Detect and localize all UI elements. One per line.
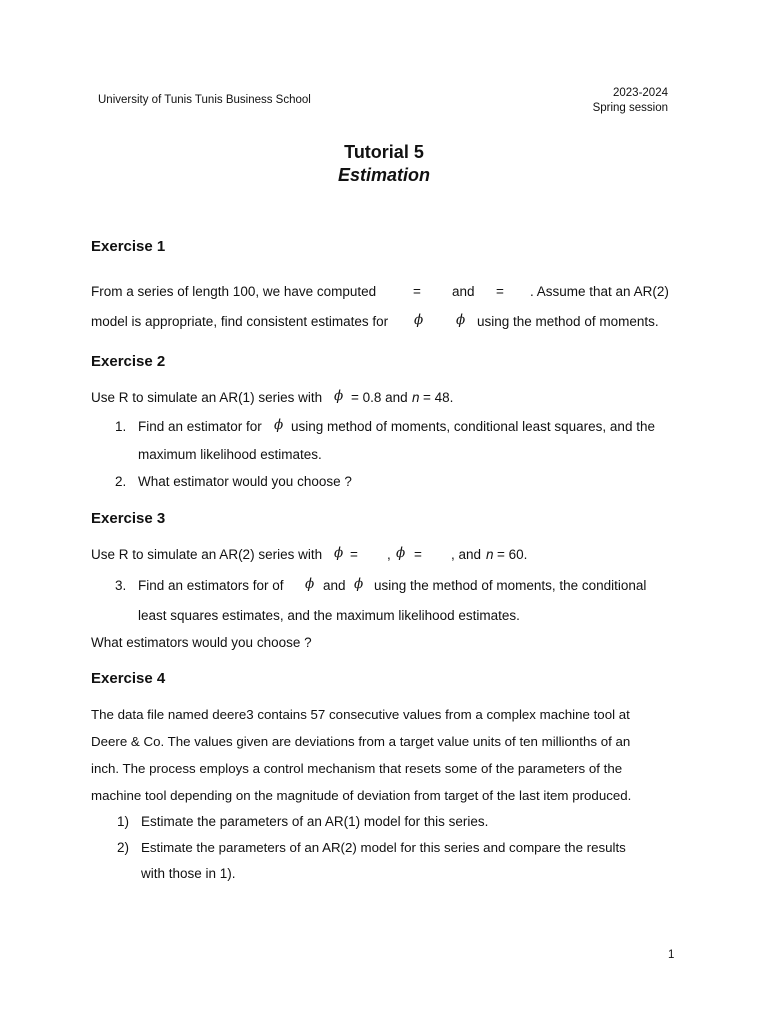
ex4-item1: Estimate the parameters of an AR(1) model for this series. [141, 814, 489, 829]
ex2-item1-c: maximum likelihood estimates. [138, 447, 322, 462]
comma: , [387, 547, 391, 562]
phi-symbol: ϕ [456, 312, 466, 328]
exercise-1-heading: Exercise 1 [91, 238, 166, 255]
ex1-text-b: . Assume that an AR(2) [530, 284, 669, 299]
equals-sign: = [414, 547, 422, 562]
equals-sign: = [350, 547, 358, 562]
phi-symbol: ϕ [396, 545, 406, 561]
ex1-text-d: using the method of moments. [477, 314, 659, 329]
ex4-paragraph-line: inch. The process employs a control mechanism that resets some of the parameters of the [91, 761, 623, 776]
exercise-2-heading: Exercise 2 [91, 353, 166, 370]
page-subtitle: Estimation [337, 165, 430, 185]
list-number: 1) [117, 814, 130, 829]
ex3-intro-b: , and [451, 547, 482, 562]
page-number: 1 [668, 949, 675, 961]
equals-sign: = [496, 284, 504, 299]
ex2-intro-c: = 48. [423, 390, 454, 405]
phi-symbol: ϕ [334, 545, 344, 561]
ex3-item3-b: using the method of moments, the conditional [374, 578, 647, 593]
phi-symbol: ϕ [334, 388, 344, 404]
phi-symbol: ϕ [305, 576, 315, 592]
list-number: 1. [115, 419, 127, 434]
list-number: 3. [115, 578, 127, 593]
ex1-and: and [452, 284, 475, 299]
page-title: Tutorial 5 [344, 142, 424, 162]
ex2-item1-a: Find an estimator for [138, 419, 262, 434]
ex3-intro-a: Use R to simulate an AR(2) series with [91, 547, 323, 562]
ex4-item2-a: Estimate the parameters of an AR(2) model for this series and compare the results [141, 840, 626, 855]
ex4-item2-b: with those in 1). [141, 866, 236, 881]
ex3-question: What estimators would you choose ? [91, 635, 312, 650]
phi-symbol: ϕ [354, 576, 364, 592]
ex3-and: and [323, 578, 346, 593]
ex3-item3-a: Find an estimators for of [138, 578, 284, 593]
ex1-text-a: From a series of length 100, we have computed [91, 284, 377, 299]
ex4-paragraph-line: Deere & Co. The values given are deviations from a target value units of ten millionths of an [91, 734, 631, 749]
session-label: Spring session [592, 102, 668, 114]
list-number: 2) [117, 840, 130, 855]
ex2-item2: What estimator would you choose ? [138, 474, 352, 489]
ex3-intro-c: = 60. [497, 547, 528, 562]
exercise-4-heading: Exercise 4 [91, 670, 166, 687]
ex4-paragraph-line: The data file named deere3 contains 57 consecutive values from a complex machine tool at [91, 707, 630, 722]
equals-sign: = [413, 284, 421, 299]
institution-name: University of Tunis Tunis Business School [98, 94, 311, 106]
phi-symbol: ϕ [414, 312, 424, 328]
ex2-intro-a: Use R to simulate an AR(1) series with [91, 390, 323, 405]
ex2-item1-b: using method of moments, conditional least squares, and the [291, 419, 655, 434]
ex3-item3-c: least squares estimates, and the maximum likelihood estimates. [138, 608, 520, 623]
list-number: 2. [115, 474, 127, 489]
exercise-3-heading: Exercise 3 [91, 510, 166, 527]
ex2-intro-b: = 0.8 and [351, 390, 408, 405]
ex1-text-c: model is appropriate, find consistent estimates for [91, 314, 389, 329]
phi-symbol: ϕ [274, 417, 284, 433]
n-variable: n [486, 547, 494, 562]
academic-year: 2023-2024 [613, 87, 668, 99]
ex4-paragraph-line: machine tool depending on the magnitude of deviation from target of the last item produced. [91, 788, 632, 803]
n-variable: n [412, 390, 420, 405]
